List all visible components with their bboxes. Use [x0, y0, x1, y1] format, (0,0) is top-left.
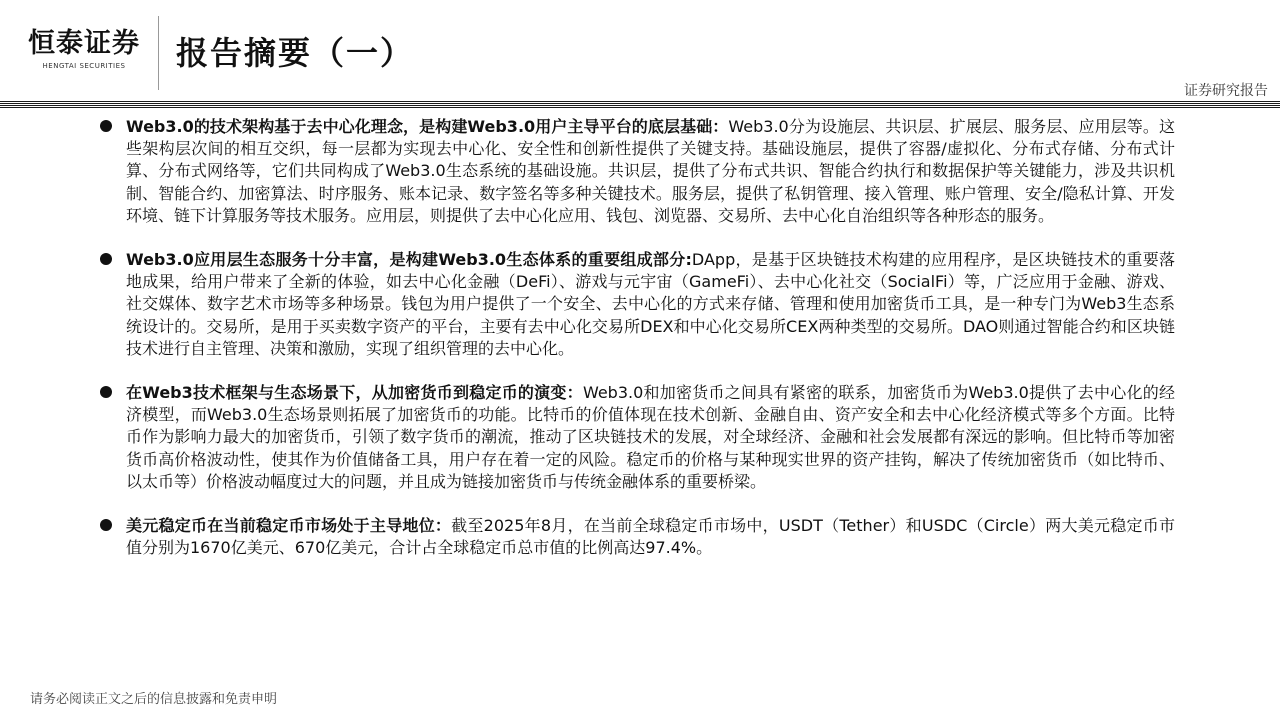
summary-content [100, 116, 1175, 559]
bullet-item [100, 382, 1175, 493]
company-logo [18, 28, 150, 78]
bullet-body: 截至2025年8月，在当前全球稳定币市场中，USDT（Tether）和USDC（Circle）两大美元稳定币市值分别为1670亿美元、670亿美元，合计占全球稳定币总市值的比例高达97.4%。 [126, 516, 1175, 558]
bullet-dot-icon [100, 120, 112, 132]
bullet-lead: Web3.0的技术架构基于去中心化理念，是构建Web3.0用户主导平台的底层基础： [126, 117, 729, 136]
bullet-lead: Web3.0应用层生态服务十分丰富，是构建Web3.0生态体系的重要组成部分: [126, 250, 692, 270]
logo-text: 恒泰证券 [28, 28, 140, 59]
header-divider [158, 16, 159, 90]
logo-subtitle: HENGTAI SECURITIES [42, 62, 126, 70]
bullet-lead: 美元稳定币在当前稳定币市场处于主导地位： [126, 516, 452, 536]
bullet-body: Web3.0和加密货币之间具有紧密的联系，加密货币为Web3.0提供了去中心化的经济模型，而Web3.0生态场景则拓展了加密货币的功能。比特币的价值体现在技术创新、金融自由、资产安全和去中心化经济模式等多个方面。比特币作为影响力最大的加密货币，引领了数字货币的潮流，推动了区块链技术的发展，对全球经济、金融和社会发展都有深远的影响。但比特币等加密货币高价格波动性，使其作为价值储备工具，用户存在着一定的风险。稳定币的价格与某种现实世界的资产挂钩，解决了传统加密货币（如比特币、以太币等）价格波动幅度过大的问题，并且成为链接加密货币与传统金融体系的重要桥梁。 [126, 383, 1175, 491]
bullet-body: DApp，是基于区块链技术构建的应用程序，是区块链技术的重要落地成果，给用户带来了全新的体验，如去中心化金融（DeFi）、游戏与元宇宙（GameFi）、去中心化社交（SocialFi）等，广泛应用于金融、游戏、社交媒体、数字艺术市场等多种场景。钱包为用户提供了一个安全、去中心化的方式来存储、管理和使用加密货币工具，是一种专门为Web3生态系统设计的。交易所，是用于买卖数字资产的平台，主要有去中心化交易所DEX和中心化交易所CEX两种类型的交易所。DAO则通过智能合约和区块链技术进行自主管理、决策和激励，实现了组织管理的去中心化。 [126, 250, 1175, 358]
bullet-lead: 在Web3技术框架与生态场景下，从加密货币到稳定币的演变： [126, 383, 583, 403]
page-title: 报告摘要（一） [176, 34, 415, 72]
bullet-item [100, 249, 1175, 360]
bullet-item [100, 116, 1175, 227]
header-rule [0, 101, 1280, 108]
bullet-body: Web3.0分为设施层、共识层、扩展层、服务层、应用层等。这些架构层次间的相互交织，每一层都为实现去中心化、安全性和创新性提供了关键支持。基础设施层，提供了容器/虚拟化、分布式存储、分布式计算、分布式网络等，它们共同构成了Web3.0生态系统的基础设施。共识层，提供了分布式共识、智能合约执行和数据保护等关键能力，涉及共识机制、智能合约、加密算法、时序服务、账本记录、数字签名等多种关键技术。服务层，提供了私钥管理、接入管理、账户管理、安全/隐私计算、开发环境、链下计算服务等技术服务。应用层，则提供了去中心化应用、钱包、浏览器、交易所、去中心化自治组织等各种形态的服务。 [126, 117, 1175, 225]
report-type-label: 证券研究报告 [1184, 83, 1268, 99]
bullet-dot-icon [100, 386, 112, 398]
footer-disclaimer: 请务必阅读正文之后的信息披露和免责申明 [30, 692, 278, 707]
bullet-item [100, 515, 1175, 559]
bullet-dot-icon [100, 519, 112, 531]
bullet-dot-icon [100, 253, 112, 265]
